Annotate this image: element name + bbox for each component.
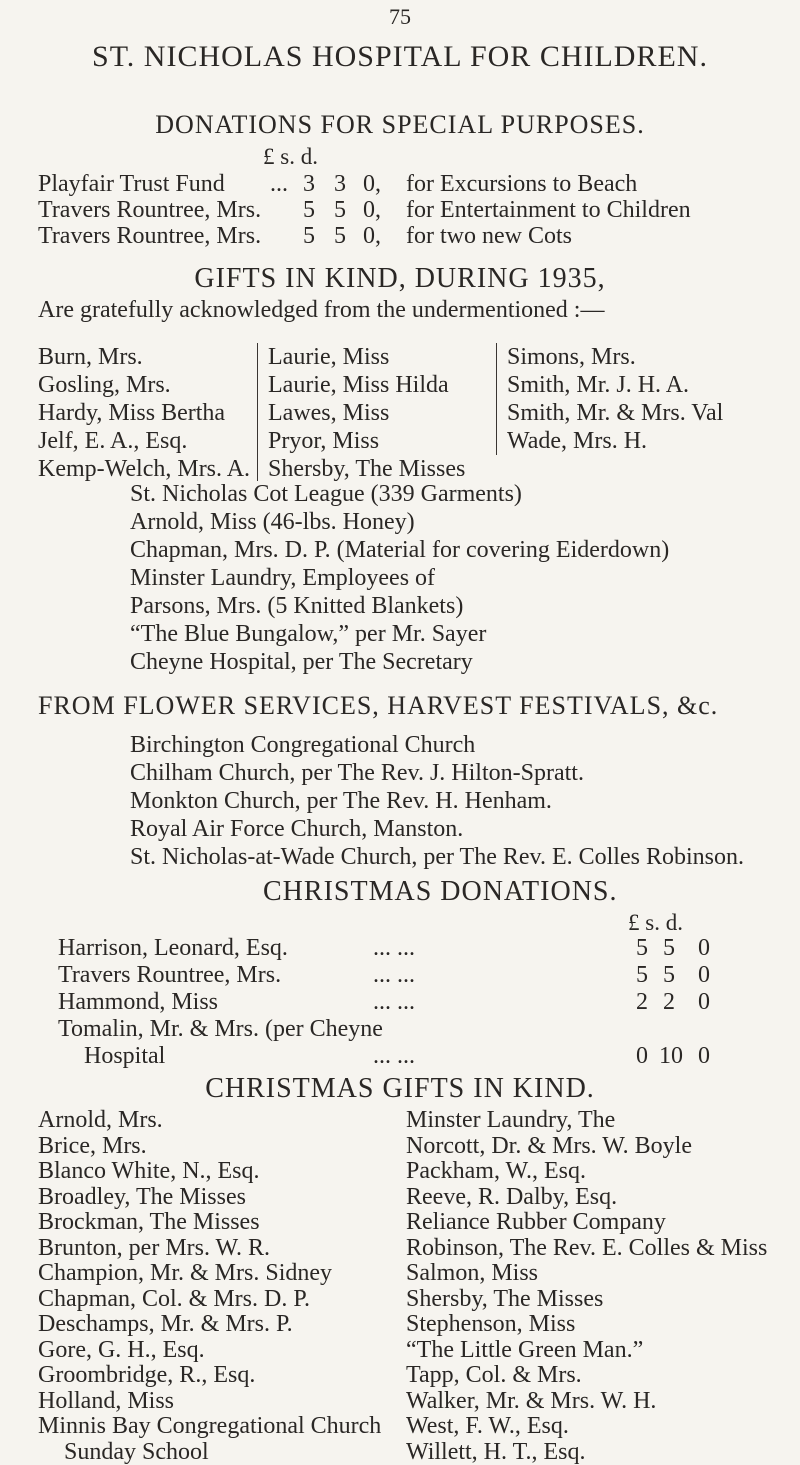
- donor-name: Gore, G. H., Esq.: [38, 1338, 381, 1364]
- gifts-1935-heading: GIFTS IN KIND, DURING 1935,: [0, 263, 800, 295]
- leader-dots: ... ...: [373, 1043, 415, 1070]
- donation-purpose: for two new Cots: [406, 223, 572, 250]
- donor-name: Travers Rountree, Mrs.: [38, 197, 261, 224]
- donor-name: Lawes, Miss: [268, 399, 465, 427]
- donor-name: Laurie, Miss Hilda: [268, 371, 465, 399]
- page-title: ST. NICHOLAS HOSPITAL FOR CHILDREN.: [0, 40, 800, 74]
- amount-shillings: 5: [334, 197, 346, 224]
- amount-pence: 0,: [363, 171, 381, 198]
- amount-pounds: 3: [303, 171, 315, 198]
- leader-dots: ... ...: [373, 962, 415, 989]
- donor-name: Jelf, E. A., Esq.: [38, 427, 250, 455]
- amount-pounds: 0: [636, 1043, 648, 1070]
- donor-name: Burn, Mrs.: [38, 343, 250, 371]
- donation-purpose: for Entertainment to Children: [406, 197, 691, 224]
- page-number: 75: [0, 4, 800, 30]
- church-entry: Chilham Church, per The Rev. J. Hilton-Spratt.: [130, 759, 744, 787]
- donor-name: Broadley, The Misses: [38, 1185, 381, 1211]
- donor-name: Playfair Trust Fund: [38, 171, 225, 198]
- donor-name: Tomalin, Mr. & Mrs. (per Cheyne: [58, 1016, 383, 1043]
- donor-name: Laurie, Miss: [268, 343, 465, 371]
- donor-name: Holland, Miss: [38, 1389, 381, 1415]
- donor-name: Sunday School: [38, 1440, 381, 1465]
- amount-shillings: 10: [659, 1043, 683, 1070]
- christmas-gifts-left-column: [38, 1108, 381, 1465]
- donor-name: Reeve, R. Dalby, Esq.: [406, 1185, 767, 1211]
- donor-name: Groombridge, R., Esq.: [38, 1363, 381, 1389]
- donor-name: Travers Rountree, Mrs.: [58, 962, 281, 989]
- leader-dots: ... ...: [373, 935, 415, 962]
- donor-name: Arnold, Mrs.: [38, 1108, 381, 1134]
- donor-name: Hammond, Miss: [58, 989, 218, 1016]
- donor-name: Reliance Rubber Company: [406, 1210, 767, 1236]
- gifts-1935-column-1: [38, 343, 250, 483]
- special-donations-heading: DONATIONS FOR SPECIAL PURPOSES.: [0, 110, 800, 140]
- gifts-1935-subheading: Are gratefully acknowledged from the undermentioned :—: [38, 297, 604, 324]
- donor-name: Shersby, The Misses: [268, 455, 465, 483]
- donor-name: Salmon, Miss: [406, 1261, 767, 1287]
- gift-entry: Cheyne Hospital, per The Secretary: [130, 648, 669, 676]
- flower-services-list: [130, 731, 744, 871]
- church-entry: Royal Air Force Church, Manston.: [130, 815, 744, 843]
- gift-entry: Minster Laundry, Employees of: [130, 564, 669, 592]
- donor-name: Wade, Mrs. H.: [507, 427, 723, 455]
- donor-name: Pryor, Miss: [268, 427, 465, 455]
- donor-name: Shersby, The Misses: [406, 1287, 767, 1313]
- christmas-lsd-header: £ s. d.: [628, 910, 683, 936]
- church-entry: St. Nicholas-at-Wade Church, per The Rev. E. Colles Robinson.: [130, 843, 744, 871]
- donor-name: Gosling, Mrs.: [38, 371, 250, 399]
- amount-pounds: 5: [636, 962, 648, 989]
- donor-name: Stephenson, Miss: [406, 1312, 767, 1338]
- christmas-donations-heading: CHRISTMAS DONATIONS.: [263, 876, 617, 908]
- gift-entry: Chapman, Mrs. D. P. (Material for covering Eiderdown): [130, 536, 669, 564]
- donor-name: Brockman, The Misses: [38, 1210, 381, 1236]
- donor-name: Smith, Mr. J. H. A.: [507, 371, 723, 399]
- flower-services-heading: FROM FLOWER SERVICES, HARVEST FESTIVALS, &c.: [38, 691, 718, 721]
- donor-name: Willett, H. T., Esq.: [406, 1440, 767, 1465]
- amount-shillings: 3: [334, 171, 346, 198]
- donor-name: Harrison, Leonard, Esq.: [58, 935, 288, 962]
- donor-name: Kemp-Welch, Mrs. A.: [38, 455, 250, 483]
- donor-name: Walker, Mr. & Mrs. W. H.: [406, 1389, 767, 1415]
- donor-name: Minster Laundry, The: [406, 1108, 767, 1134]
- church-entry: Monkton Church, per The Rev. H. Henham.: [130, 787, 744, 815]
- amount-shillings: 2: [663, 989, 675, 1016]
- column-divider: [496, 343, 497, 455]
- gift-entry: “The Blue Bungalow,” per Mr. Sayer: [130, 620, 669, 648]
- donor-name: Blanco White, N., Esq.: [38, 1159, 381, 1185]
- donor-name: Hospital: [84, 1043, 165, 1070]
- special-lsd-header: £ s. d.: [263, 144, 318, 170]
- donor-name: Champion, Mr. & Mrs. Sidney: [38, 1261, 381, 1287]
- donor-name: Chapman, Col. & Mrs. D. P.: [38, 1287, 381, 1313]
- gift-entry: Arnold, Miss (46-lbs. Honey): [130, 508, 669, 536]
- amount-pence: 0: [698, 1043, 710, 1070]
- leader-dots: ... ...: [373, 989, 415, 1016]
- gifts-1935-column-2: [268, 343, 465, 483]
- amount-pounds: 5: [303, 197, 315, 224]
- donor-name: West, F. W., Esq.: [406, 1414, 767, 1440]
- leader-dots: ...: [270, 171, 288, 198]
- donor-name: Hardy, Miss Bertha: [38, 399, 250, 427]
- amount-pounds: 2: [636, 989, 648, 1016]
- amount-pence: 0: [698, 989, 710, 1016]
- christmas-gifts-right-column: [406, 1108, 767, 1465]
- donor-name: Minnis Bay Congregational Church: [38, 1414, 381, 1440]
- amount-pence: 0,: [363, 197, 381, 224]
- donor-name: Packham, W., Esq.: [406, 1159, 767, 1185]
- amount-pounds: 5: [303, 223, 315, 250]
- donor-name: Travers Rountree, Mrs.: [38, 223, 261, 250]
- donation-purpose: for Excursions to Beach: [406, 171, 637, 198]
- amount-pence: 0: [698, 935, 710, 962]
- gifts-1935-column-3: [507, 343, 723, 455]
- column-divider: [257, 343, 258, 481]
- amount-shillings: 5: [334, 223, 346, 250]
- donor-name: “The Little Green Man.”: [406, 1338, 767, 1364]
- gift-entry: Parsons, Mrs. (5 Knitted Blankets): [130, 592, 669, 620]
- amount-pence: 0,: [363, 223, 381, 250]
- christmas-gifts-heading: CHRISTMAS GIFTS IN KIND.: [0, 1073, 800, 1105]
- gifts-1935-extra-list: [130, 480, 669, 676]
- donor-name: Tapp, Col. & Mrs.: [406, 1363, 767, 1389]
- donor-name: Brunton, per Mrs. W. R.: [38, 1236, 381, 1262]
- donor-name: Norcott, Dr. & Mrs. W. Boyle: [406, 1134, 767, 1160]
- gift-entry: St. Nicholas Cot League (339 Garments): [130, 480, 669, 508]
- amount-shillings: 5: [663, 962, 675, 989]
- amount-shillings: 5: [663, 935, 675, 962]
- donor-name: Smith, Mr. & Mrs. Val: [507, 399, 723, 427]
- amount-pence: 0: [698, 962, 710, 989]
- donor-name: Simons, Mrs.: [507, 343, 723, 371]
- donor-name: Deschamps, Mr. & Mrs. P.: [38, 1312, 381, 1338]
- amount-pounds: 5: [636, 935, 648, 962]
- donor-name: Robinson, The Rev. E. Colles & Miss: [406, 1236, 767, 1262]
- donor-name: Brice, Mrs.: [38, 1134, 381, 1160]
- church-entry: Birchington Congregational Church: [130, 731, 744, 759]
